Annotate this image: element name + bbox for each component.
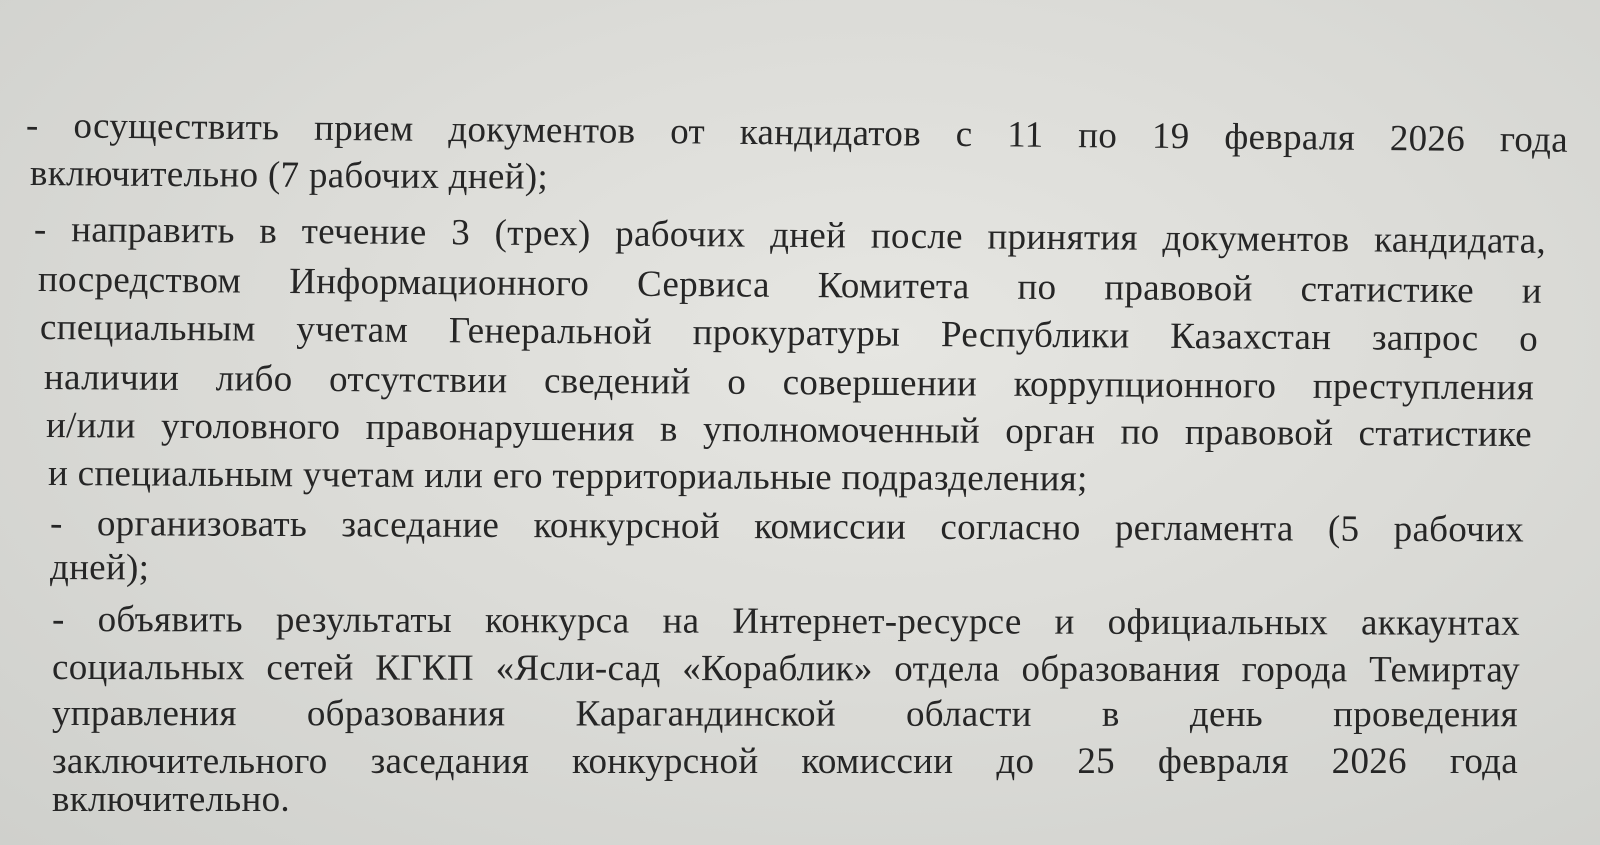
- text-line-4: посредством Информационного Сервиса Комитета по правовой статистике и: [37, 259, 1543, 312]
- text-line-8: и специальным учетам или его территориальные подразделения;: [47, 453, 1088, 500]
- text-line-14: заключительного заседания конкурсной комиссии до 25 февраля 2026 года: [52, 741, 1518, 782]
- text-line-10: дней);: [49, 547, 150, 589]
- text-line-11: - объявить результаты конкурса на Интернет-ресурсе и официальных аккаунтах: [51, 599, 1521, 644]
- text-line-2: включительно (7 рабочих дней);: [29, 153, 549, 198]
- text-line-7: и/или уголовного правонарушения в уполномоченный орган по правовой статистике: [45, 405, 1533, 456]
- text-line-5: специальным учетам Генеральной прокуратуры Республики Казахстан запрос о: [39, 307, 1539, 360]
- text-line-3: - направить в течение 3 (трех) рабочих дней после принятия документов кандидата,: [33, 209, 1547, 262]
- text-line-15: включительно.: [52, 779, 290, 820]
- text-line-13: управления образования Карагандинской области в день проведения: [51, 693, 1519, 736]
- text-line-9: - организовать заседание конкурсной комиссии согласно регламента (5 рабочих: [49, 503, 1525, 551]
- text-line-6: наличии либо отсутствии сведений о совершении коррупционного преступления: [43, 357, 1535, 409]
- text-line-12: социальных сетей КГКП «Ясли-сад «Кораблик» отдела образования города Темиртау: [51, 647, 1521, 691]
- text-line-1: - осуществить прием документов от кандидатов с 11 по 19 февраля 2026 года: [25, 105, 1569, 161]
